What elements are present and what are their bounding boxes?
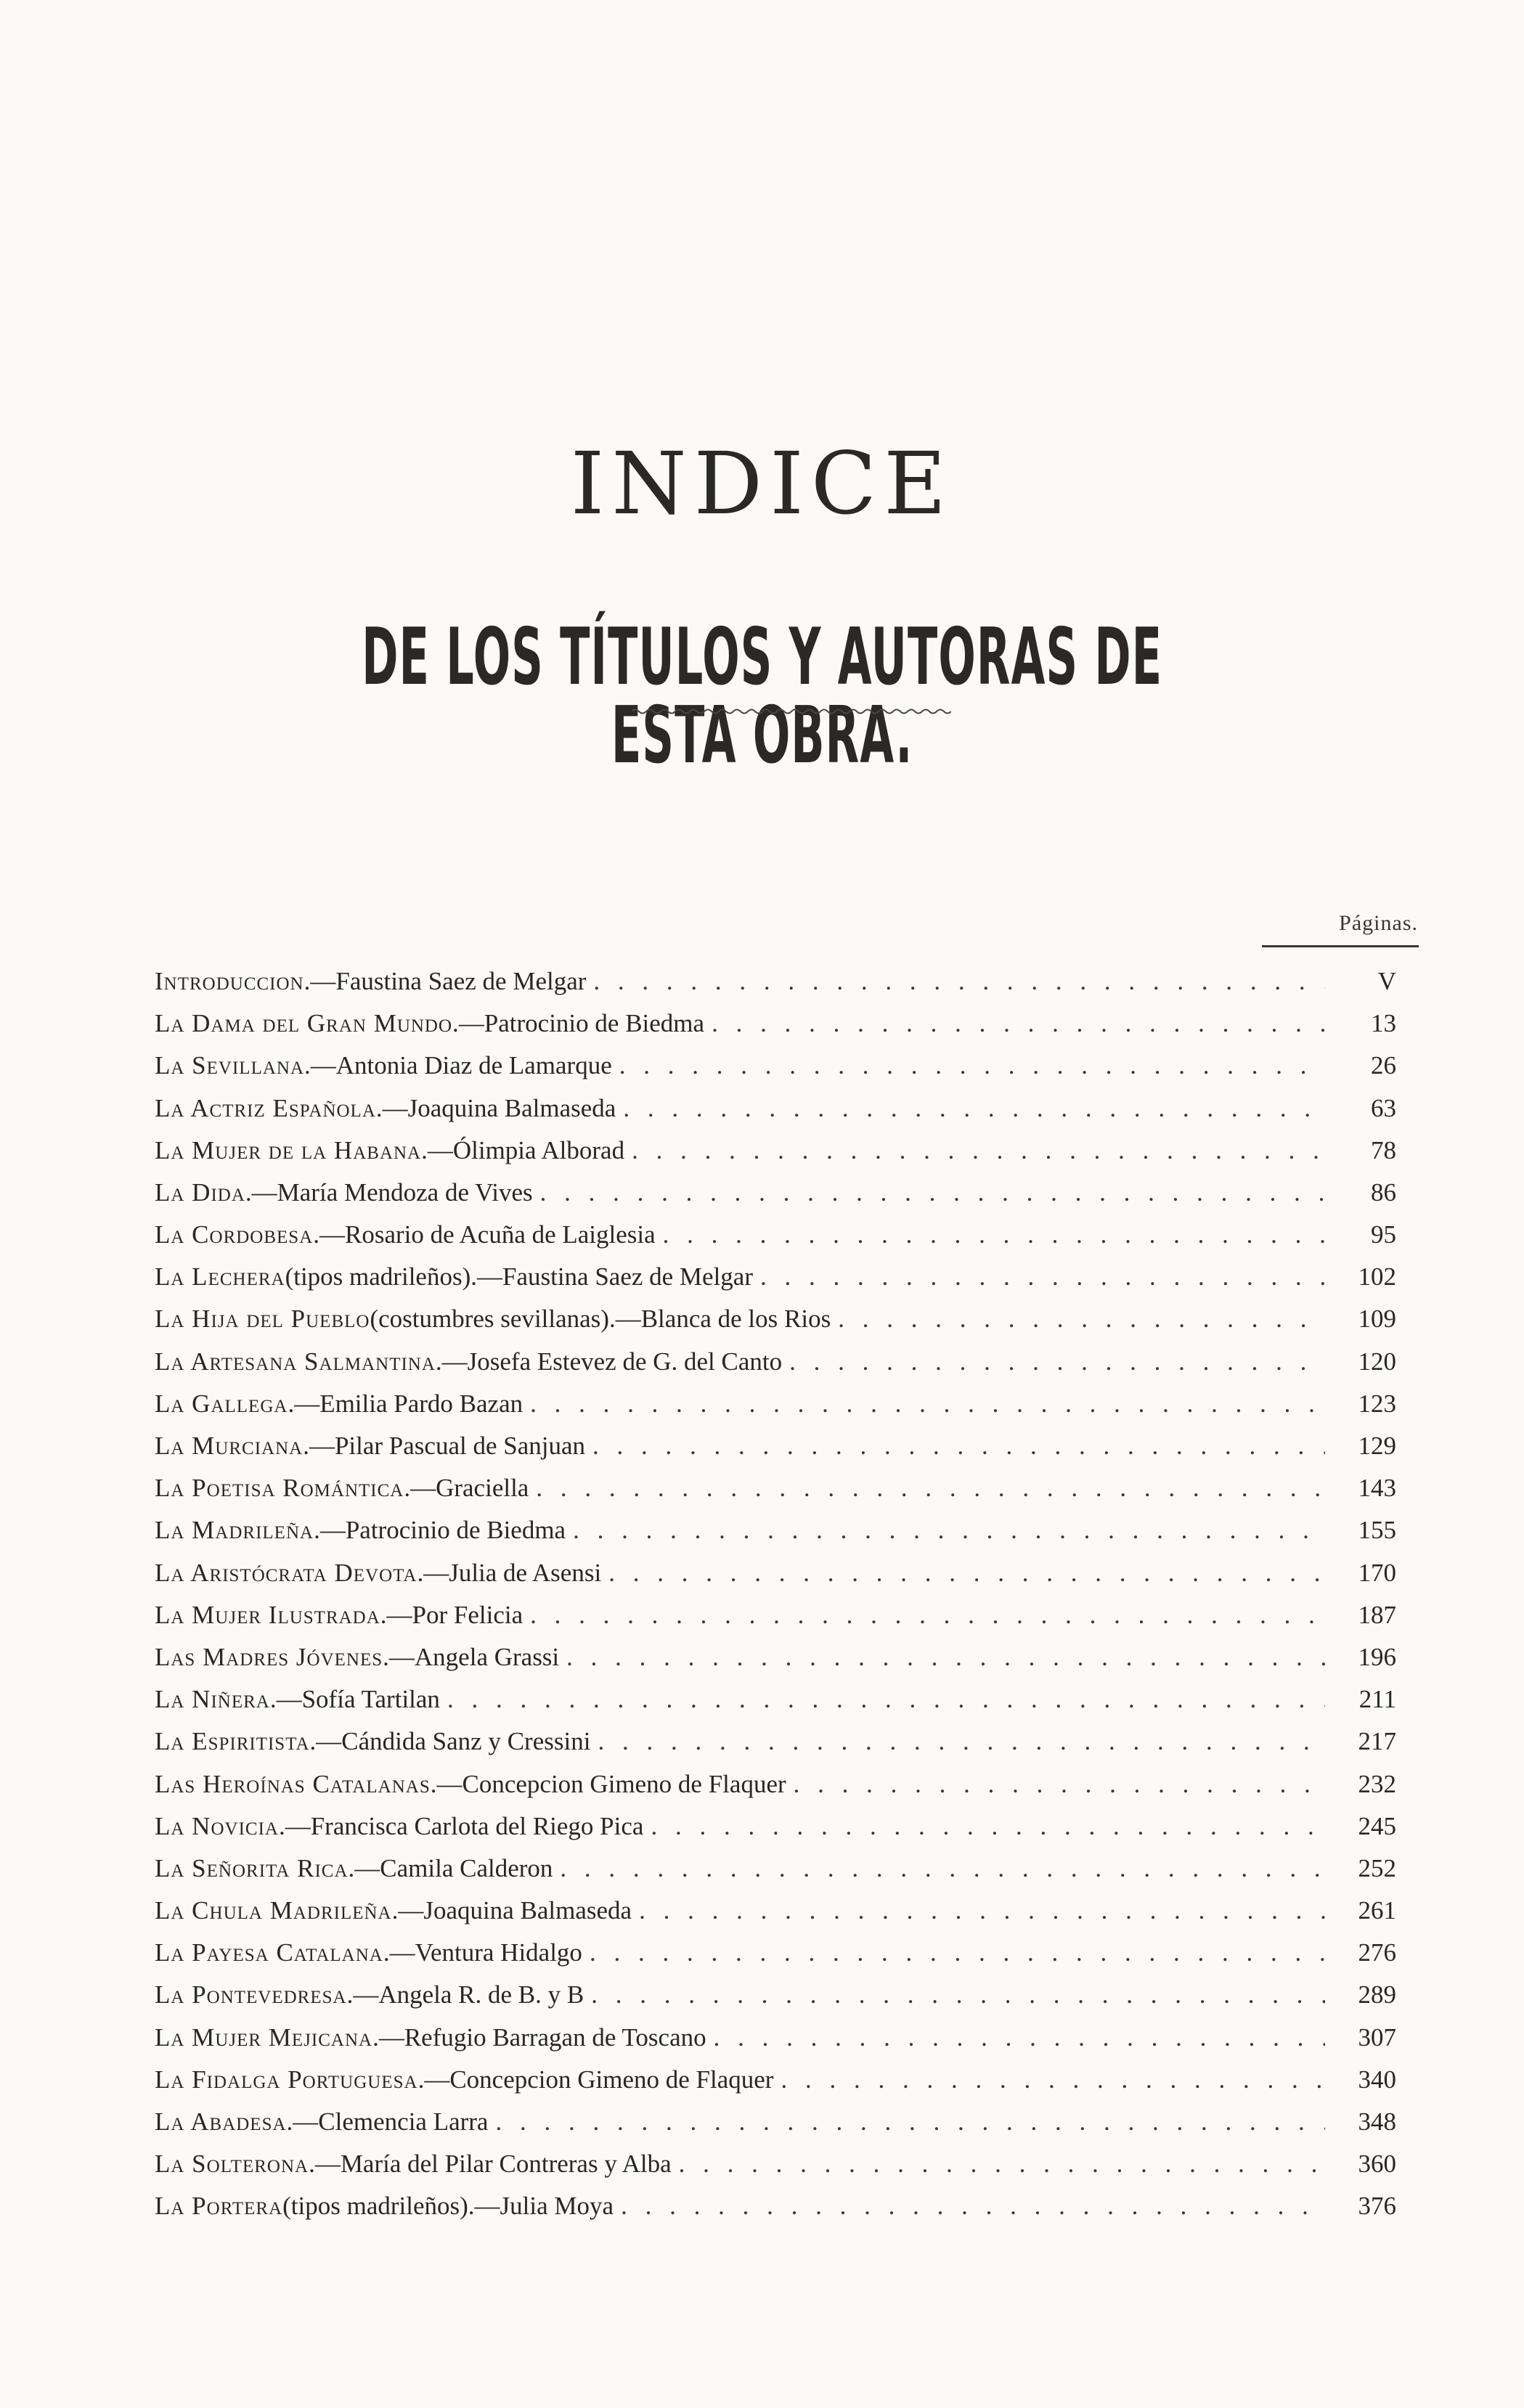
entry-page-number: 109	[1358, 1305, 1396, 1334]
table-of-contents	[155, 960, 1396, 2228]
page-subtitle: DE LOS TÍTULOS Y AUTORAS DE ESTA OBRA.	[362, 611, 1163, 781]
entry-page-number: 252	[1358, 1853, 1396, 1882]
pages-header-underline	[1262, 945, 1419, 947]
entry-title: Introduccion	[155, 966, 304, 995]
entry-title: La Sevillana	[155, 1051, 305, 1080]
entry-separator: .—	[383, 1642, 415, 1671]
dot-leader	[530, 1383, 1325, 1425]
entry-page-number: 348	[1358, 2107, 1396, 2136]
entry-page-number: 86	[1371, 1178, 1396, 1207]
entry-author: Ventura Hidalgo	[415, 1938, 582, 1967]
toc-entry	[155, 1763, 1396, 1805]
entry-author: María del Pilar Contreras y Alba	[340, 2150, 672, 2179]
entry-separator: .—	[383, 1938, 415, 1967]
entry-title: La Espiritista	[155, 1727, 310, 1756]
entry-title: La Mujer Mejicana	[155, 2023, 373, 2052]
entry-title: Las Heroínas Catalanas	[155, 1769, 431, 1798]
entry-separator: .—	[430, 1769, 463, 1798]
entry-separator: .—	[304, 1051, 336, 1080]
entry-separator: .—	[309, 2150, 341, 2179]
entry-page-number: 123	[1358, 1389, 1396, 1418]
entry-separator: .—	[348, 1853, 380, 1882]
entry-author: Julia de Asensi	[449, 1558, 602, 1587]
toc-entry	[155, 1045, 1396, 1087]
toc-entry	[155, 2143, 1396, 2185]
entry-separator: .—	[391, 1896, 424, 1925]
entry-page-number: 120	[1358, 1347, 1396, 1376]
dot-leader	[781, 2059, 1325, 2101]
dot-leader	[794, 1763, 1325, 1805]
dot-leader	[838, 1299, 1325, 1341]
entry-title: La Payesa Catalana	[155, 1938, 383, 1967]
entry-author: Por Felicia	[412, 1600, 523, 1629]
toc-entry	[155, 1594, 1396, 1636]
entry-separator: .—	[314, 1516, 346, 1545]
entry-author: Antonia Diaz de Lamarque	[335, 1051, 612, 1080]
entry-author: Patrocinio de Biedma	[345, 1516, 566, 1545]
dot-leader	[536, 1467, 1325, 1509]
entry-author: Refugio Barragan de Toscano	[404, 2023, 706, 2052]
toc-entry	[155, 2017, 1396, 2059]
entry-author: Ólimpia Alborad	[452, 1135, 625, 1164]
entry-page-number: 95	[1371, 1220, 1396, 1249]
entry-page-number: 307	[1358, 2023, 1396, 2052]
entry-author: Cándida Sanz y Cressini	[341, 1727, 591, 1756]
entry-page-number: 78	[1371, 1135, 1396, 1164]
entry-page-number: 63	[1371, 1093, 1396, 1122]
entry-separator: .—	[346, 1980, 379, 2009]
entry-separator: .—	[452, 1009, 484, 1038]
entry-page-number: V	[1377, 966, 1396, 995]
entry-title: La Lechera	[155, 1262, 285, 1291]
dot-leader	[566, 1636, 1325, 1678]
dot-leader	[592, 1425, 1325, 1467]
entry-title: La Cordobesa	[155, 1220, 314, 1249]
dot-leader	[598, 1721, 1325, 1763]
entry-page-number: 211	[1358, 1685, 1396, 1714]
ornamental-wavy-rule	[632, 706, 951, 717]
dot-leader	[639, 1890, 1325, 1932]
entry-page-number: 289	[1358, 1980, 1396, 2009]
dot-leader	[679, 2143, 1325, 2185]
entry-author: Francisca Carlota del Riego Pica	[310, 1811, 644, 1840]
entry-author: Graciella	[436, 1474, 529, 1503]
entry-title: La Portera	[155, 2192, 283, 2221]
entry-author: Patrocinio de Biedma	[484, 1009, 705, 1038]
entry-page-number: 276	[1358, 1938, 1396, 1967]
entry-author: Sofía Tartilan	[301, 1685, 440, 1714]
dot-leader	[540, 1172, 1325, 1214]
entry-separator: .—	[303, 966, 336, 995]
dot-leader	[591, 1975, 1325, 2017]
entry-author: Emilia Pardo Bazan	[319, 1389, 523, 1418]
entry-title: La Mujer Ilustrada	[155, 1600, 380, 1629]
entry-page-number: 196	[1358, 1642, 1396, 1671]
entry-title: La Dida	[155, 1178, 245, 1207]
dot-leader	[495, 2101, 1325, 2143]
toc-entry	[155, 2185, 1396, 2227]
entry-page-number: 187	[1358, 1600, 1396, 1629]
dot-leader	[619, 1045, 1325, 1087]
entry-separator: .—	[278, 1811, 311, 1840]
entry-separator: .—	[417, 1558, 449, 1587]
dot-leader	[560, 1848, 1325, 1890]
dot-leader	[663, 1214, 1325, 1256]
entry-separator: .—	[417, 2065, 450, 2094]
dot-leader	[623, 1087, 1325, 1130]
toc-entry	[155, 1003, 1396, 1045]
entry-author: Faustina Saez de Melgar	[335, 966, 587, 995]
entry-author: Concepcion Gimeno de Flaquer	[462, 1769, 786, 1798]
entry-title: La Abadesa	[155, 2107, 287, 2136]
entry-separator: .—	[404, 1474, 436, 1503]
toc-entry	[155, 1890, 1396, 1932]
dot-leader	[621, 2185, 1325, 2227]
toc-entry	[155, 1636, 1396, 1678]
entry-title: La Mujer de la Habana	[155, 1135, 422, 1164]
toc-entry	[155, 1299, 1396, 1341]
toc-entry	[155, 1932, 1396, 1974]
entry-title: La Solterona	[155, 2150, 309, 2179]
dot-leader	[760, 1256, 1325, 1298]
dot-leader	[714, 2017, 1325, 2059]
toc-entry	[155, 1678, 1396, 1721]
toc-entry	[155, 1721, 1396, 1763]
entry-author: Angela Grassi	[414, 1642, 560, 1671]
entry-page-number: 26	[1371, 1051, 1396, 1080]
entry-title: La Gallega	[155, 1389, 288, 1418]
entry-title: La Dama del Gran Mundo	[155, 1009, 453, 1038]
toc-entry	[155, 1848, 1396, 1890]
entry-separator: .—	[375, 1093, 408, 1122]
toc-entry	[155, 1467, 1396, 1509]
toc-entry	[155, 1509, 1396, 1551]
entry-separator: .—	[286, 2107, 319, 2136]
dot-leader	[447, 1678, 1325, 1721]
toc-entry	[155, 2101, 1396, 2143]
toc-entry	[155, 1383, 1396, 1425]
entry-author: Clemencia Larra	[318, 2107, 489, 2136]
entry-separator: .—	[313, 1220, 346, 1249]
entry-page-number: 129	[1358, 1432, 1396, 1461]
entry-separator: .—	[245, 1178, 277, 1207]
entry-author: Rosario de Acuña de Laiglesia	[345, 1220, 656, 1249]
entry-title: La Aristócrata Devota	[155, 1558, 417, 1587]
entry-title: La Murciana	[155, 1432, 303, 1461]
entry-title: La Novicia	[155, 1811, 279, 1840]
entry-author: Joaquina Balmaseda	[407, 1093, 616, 1122]
toc-entry	[155, 960, 1396, 1003]
toc-entry	[155, 1341, 1396, 1383]
entry-page-number: 261	[1358, 1896, 1396, 1925]
toc-entry	[155, 1552, 1396, 1594]
entry-title: La Poetisa Romántica	[155, 1474, 404, 1503]
entry-author: Pilar Pascual de Sanjuan	[334, 1432, 586, 1461]
dot-leader	[789, 1341, 1325, 1383]
entry-page-number: 232	[1358, 1769, 1396, 1798]
entry-title: La Artesana Salmantina	[155, 1347, 436, 1376]
toc-entry	[155, 1256, 1396, 1298]
entry-author: (tipos madrileños).—Julia Moya	[282, 2192, 614, 2221]
entry-page-number: 245	[1358, 1811, 1396, 1840]
entry-author: María Mendoza de Vives	[277, 1178, 533, 1207]
dot-leader	[530, 1594, 1325, 1636]
entry-title: La Chula Madrileña	[155, 1896, 392, 1925]
entry-separator: .—	[309, 1727, 342, 1756]
entry-author: Camila Calderon	[380, 1853, 553, 1882]
entry-page-number: 360	[1358, 2150, 1396, 2179]
toc-entry	[155, 1130, 1396, 1172]
entry-separator: .—	[288, 1389, 320, 1418]
entry-title: La Actriz Española	[155, 1093, 376, 1122]
entry-page-number: 143	[1358, 1474, 1396, 1503]
entry-author: Concepcion Gimeno de Flaquer	[449, 2065, 774, 2094]
toc-entry	[155, 1214, 1396, 1256]
entry-page-number: 340	[1358, 2065, 1396, 2094]
entry-separator: .—	[435, 1347, 468, 1376]
entry-author: Josefa Estevez de G. del Canto	[467, 1347, 783, 1376]
entry-page-number: 155	[1358, 1516, 1396, 1545]
dot-leader	[608, 1552, 1325, 1594]
entry-page-number: 13	[1371, 1009, 1396, 1038]
dot-leader	[651, 1805, 1325, 1848]
entry-title: La Señorita Rica	[155, 1853, 349, 1882]
dot-leader	[590, 1932, 1325, 1974]
entry-page-number: 170	[1358, 1558, 1396, 1587]
entry-separator: .—	[269, 1685, 302, 1714]
entry-title: La Pontevedresa	[155, 1980, 347, 2009]
entry-separator: .—	[421, 1135, 453, 1164]
dot-leader	[593, 960, 1325, 1003]
dot-leader	[573, 1509, 1325, 1551]
toc-entry	[155, 1805, 1396, 1848]
entry-title: La Niñera	[155, 1685, 270, 1714]
entry-author: (tipos madrileños).—Faustina Saez de Melgar	[285, 1262, 754, 1291]
entry-title: La Madrileña	[155, 1516, 314, 1545]
toc-entry	[155, 1172, 1396, 1214]
entry-separator: .—	[303, 1432, 335, 1461]
entry-title: Las Madres Jóvenes	[155, 1642, 383, 1671]
toc-entry	[155, 2059, 1396, 2101]
entry-title: La Fidalga Portuguesa	[155, 2065, 418, 2094]
dot-leader	[712, 1003, 1325, 1045]
entry-author: Angela R. de B. y B	[378, 1980, 584, 2009]
entry-author: Joaquina Balmaseda	[423, 1896, 632, 1925]
toc-entry	[155, 1087, 1396, 1130]
entry-page-number: 217	[1358, 1727, 1396, 1756]
entry-author: (costumbres sevillanas).—Blanca de los Rios	[370, 1305, 831, 1334]
toc-entry	[155, 1425, 1396, 1467]
entry-page-number: 102	[1358, 1262, 1396, 1291]
page-title: INDICE	[570, 433, 954, 534]
pages-column-header: Páginas.	[1339, 911, 1418, 935]
entry-page-number: 376	[1358, 2192, 1396, 2221]
entry-separator: .—	[372, 2023, 404, 2052]
toc-entry	[155, 1975, 1396, 2017]
entry-title: La Hija del Pueblo	[155, 1305, 370, 1334]
dot-leader	[632, 1130, 1325, 1172]
entry-separator: .—	[380, 1600, 412, 1629]
